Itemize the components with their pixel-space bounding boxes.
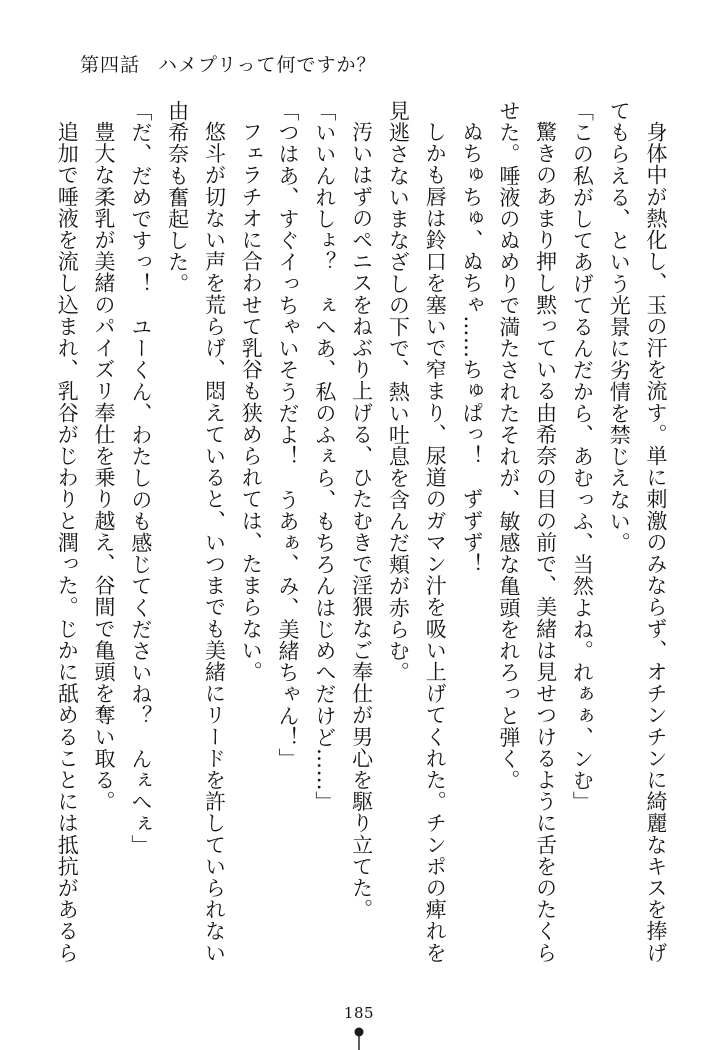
vertical-body-text bbox=[34, 100, 674, 980]
text-line: 驚きのあまり押し黙っている由希奈の目の前で、美緒は見せつけるように舌をのたくら bbox=[533, 121, 558, 964]
text-line: 由希奈も奮起した。 bbox=[165, 100, 190, 295]
text-line: せた。唾液のぬめりで満たされたそれが、敏感な亀頭をれろっと弾く。 bbox=[496, 100, 521, 792]
text-line: 「つはあ、すぐイっちゃいそうだよ！ うあぁ、み、美緒ちゃん！」 bbox=[276, 100, 301, 770]
text-line: てもらえる、という光景に劣情を禁じえない。 bbox=[607, 100, 632, 554]
text-line: 追加で唾液を流し込まれ、乳谷がじわりと潤った。じかに舐めることには抵抗があるら bbox=[55, 121, 80, 964]
text-line: 「いいんれしょ？ ぇへあ、私のふぇら、もちろんはじめへだけど……」 bbox=[312, 100, 337, 813]
text-line: ぬちゅちゅ、ぬちゃ……ちゅぱっ！ ずずず！ bbox=[460, 121, 485, 575]
text-line: フェラチオに合わせて乳谷も狭められては、たまらない。 bbox=[239, 121, 264, 683]
text-line: 汚いはずのペニスをねぶり上げる、ひたむきで淫猥なご奉仕が男心を駆り立てた。 bbox=[349, 121, 374, 921]
text-line: 「この私がしてあげてるんだから、あむっふ、当然よね。れぁぁ、ンむ」 bbox=[570, 100, 595, 813]
running-header bbox=[80, 50, 377, 77]
text-line: 見逃さないまなざしの下で、熱い吐息を含んだ頬が赤らむ。 bbox=[386, 100, 411, 684]
text-line: 身体中が熱化し、玉の汗を流す。単に刺激のみならず、オチンチンに綺麗なキスを捧げ bbox=[644, 121, 668, 964]
pin-marker-icon bbox=[353, 1026, 365, 1050]
chapter-title: ハメプリって何ですか？ bbox=[158, 54, 377, 76]
text-line: しかも唇は鈴口を塞いで窄まり、尿道のガマン汁を吸い上げてくれた。チンポの痺れを bbox=[423, 121, 448, 964]
page-number: 185 bbox=[343, 1004, 375, 1022]
text-line: 豊大な柔乳が美緒のパイズリ奉仕を乗り越え、谷間で亀頭を奪い取る。 bbox=[92, 121, 117, 813]
text-line: 悠斗が切ない声を荒らげ、悶えていると、いつまでも美緒にリードを許していられない bbox=[202, 121, 227, 964]
text-line: 「だ、だめですっ！ ユーくん、わたしのも感じてくださいね？ んぇへぇ」 bbox=[128, 100, 153, 856]
chapter-number: 第四話 bbox=[80, 54, 141, 76]
